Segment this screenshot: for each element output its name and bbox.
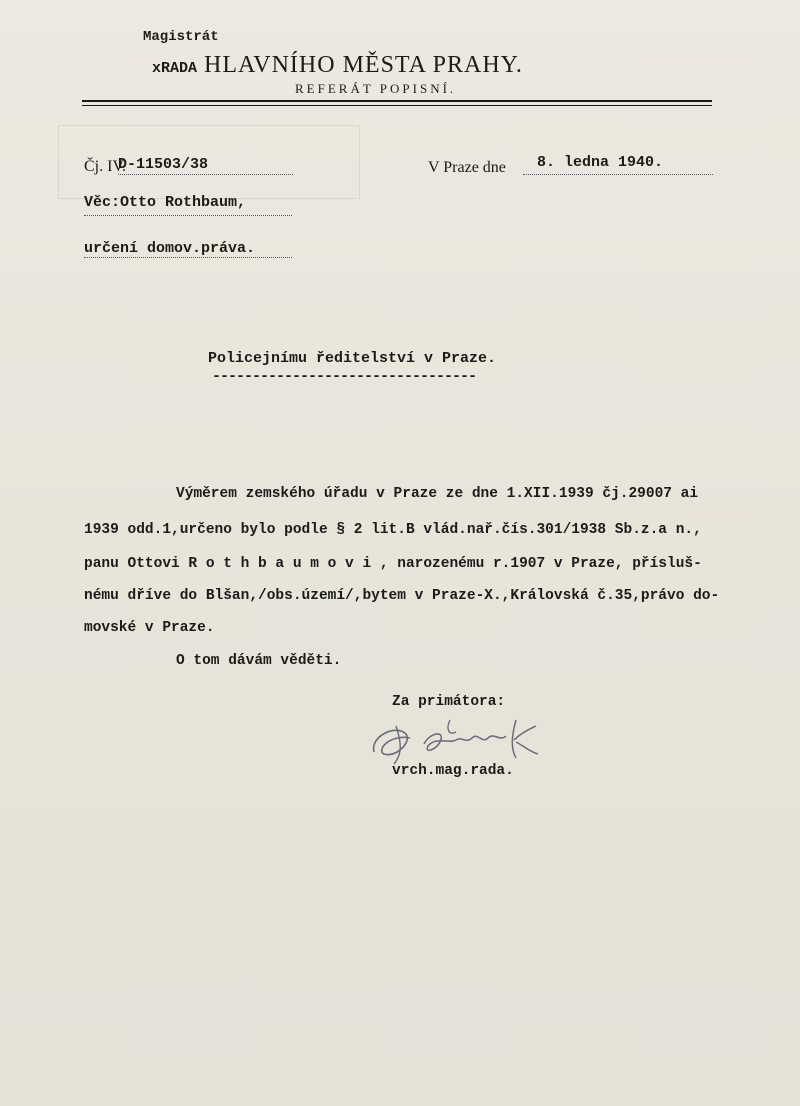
body-line-1: Výměrem zemského úřadu v Praze ze dne 1.XII.1939 čj.29007 ai: [176, 486, 699, 502]
handwritten-signature: [366, 714, 546, 768]
header-rule-thick: [82, 100, 712, 102]
letterhead-title: [152, 52, 523, 79]
addressee-underline: ---------------------------------: [212, 368, 477, 385]
body-line-2: 1939 odd.1,určeno bylo podle § 2 lit.B vlád.nař.čís.301/1938 Sb.z.a n.,: [84, 522, 702, 538]
signature-label: Za primátora:: [392, 694, 506, 710]
struck-rada-text: xRADA: [152, 60, 198, 77]
body-line-3: panu Ottovi R o t h b a u m o v i , narozenému r.1907 v Praze, přísluš-: [84, 556, 702, 572]
body-line-5: movské v Praze.: [84, 620, 215, 636]
body-line-6: O tom dávám věděti.: [176, 653, 342, 669]
addressee: Policejnímu ředitelství v Praze.: [208, 350, 497, 367]
city-name: HLAVNÍHO MĚSTA PRAHY.: [204, 52, 523, 78]
subject-dotted-line-2: [84, 257, 292, 258]
cj-dotted-line: [118, 174, 293, 175]
signatory-rank: vrch.mag.rada.: [392, 763, 514, 779]
department-label: REFERÁT POPISNÍ.: [295, 81, 457, 96]
date-dotted-line: [523, 174, 713, 175]
body-line-4: nému dříve do Blšan,/obs.území/,bytem v Praze-X.,Královská č.35,právo do-: [84, 588, 720, 604]
date-label: V Praze dne: [428, 159, 506, 176]
cj-value: D-11503/38: [118, 156, 209, 173]
date-value: 8. ledna 1940.: [537, 154, 664, 171]
header-rule-thin: [82, 105, 712, 106]
cj-label: Čj. IV.: [84, 158, 126, 175]
subject-dotted-line-1: [84, 215, 292, 216]
magistrat-label: Magistrát: [143, 29, 219, 45]
subject-line-1: Věc:Otto Rothbaum,: [84, 194, 247, 211]
subject-line-2: určení domov.práva.: [84, 240, 256, 257]
